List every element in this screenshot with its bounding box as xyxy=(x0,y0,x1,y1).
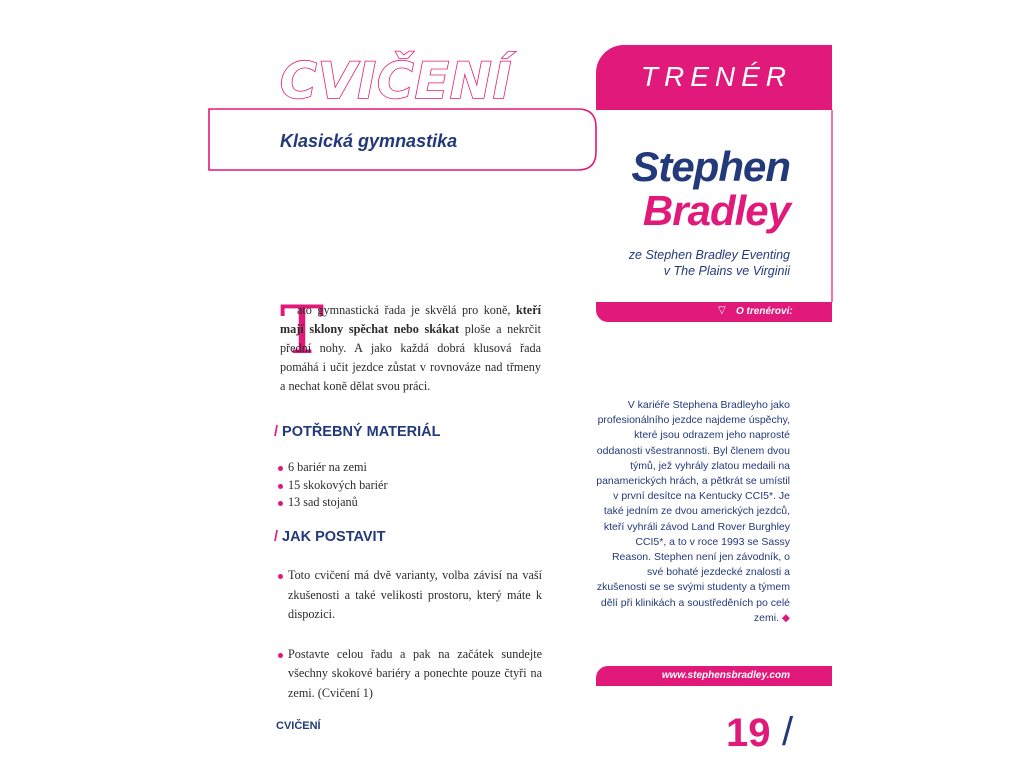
bullet-dot-icon xyxy=(278,466,283,471)
step-text: Toto cvičení má dvě varianty, volba závisí na vaší zkušenosti a také velikosti prostoru, který máte k dispozici. xyxy=(288,568,542,622)
trainer-bio-text: V kariéře Stephena Bradleyho jako profesionálního jezdce najdeme úspěchy, které jsou odrazem jeho naprosté oddanosti všestrannosti. Byl členem dvou týmů, jež vyhrály zlatou medaili na panamerických hrách, a pětkrát se umístil v první desítce na Kentucky CCI5*. Je také jedním ze dvou amerických jezdců, kteří vyhráli závod Land Rover Burghley CCI5*, a to v roce 1993 se Sassy Reason. Stephen není jen závodník, o své bohaté jezdecké znalosti a zkušenosti se se svými studenty a týmem dělí při klinikách a soustředěních po celé zemi. xyxy=(596,399,790,624)
section-title: CVIČENÍ xyxy=(280,52,513,110)
trainer-org-line-2: v The Plains ve Virginii xyxy=(663,264,790,278)
list-item xyxy=(278,459,542,477)
trainer-website-link[interactable]: www.stephensbradley.com xyxy=(661,670,790,681)
materials-heading-text: POTŘEBNÝ MATERIÁL xyxy=(282,424,441,440)
page-number: 19 xyxy=(726,711,771,755)
trainer-label: TRENÉR xyxy=(640,61,792,92)
intro-text-bold: kteří mají sklony spěchat nebo skákat xyxy=(280,303,541,336)
materials-heading xyxy=(274,424,440,440)
intro-paragraph xyxy=(280,301,541,396)
list-item xyxy=(278,477,542,495)
trainer-first-name: Stephen xyxy=(631,143,790,190)
list-item xyxy=(278,645,542,704)
diamond-end-icon: ◆ xyxy=(781,611,790,624)
materials-list xyxy=(278,459,542,512)
trainer-bio xyxy=(596,398,790,626)
about-trainer-label: O trenérovi: xyxy=(736,306,793,317)
bullet-dot-icon xyxy=(278,653,283,658)
footer-section-label: CVIČENÍ xyxy=(276,720,321,732)
material-item-text: 13 sad stojanů xyxy=(288,495,358,510)
about-trainer-bar xyxy=(596,302,832,322)
build-steps-list xyxy=(278,566,542,724)
trainer-organization xyxy=(550,247,790,279)
intro-text-part-1: ato gymnastická řada je skvělá pro koně, xyxy=(297,303,516,317)
triangle-down-icon: ▽ xyxy=(718,305,726,316)
material-item-text: 15 skokových bariér xyxy=(288,477,388,492)
slash-mark-icon: / xyxy=(274,424,279,440)
drop-cap: T xyxy=(280,292,325,369)
build-heading xyxy=(274,529,385,545)
article-subtitle: Klasická gymnastika xyxy=(280,131,458,151)
trainer-banner xyxy=(596,45,832,110)
step-text: Postavte celou řadu a pak na začátek sundejte všechny skokové bariéry a ponechte pouze čtyři na zemi. (Cvičení 1) xyxy=(288,646,542,700)
page-slash-mark: / xyxy=(782,710,794,754)
bullet-dot-icon xyxy=(278,574,283,579)
intro-text-part-2: ploše a nekrčit přední nohy. A jako každá dobrá klusová řada pomáhá i učit jezdce zůstat v rovnováze nad třmeny a nechat koně dělat svou práci. xyxy=(280,322,541,393)
list-item xyxy=(278,566,542,625)
bullet-dot-icon xyxy=(278,501,283,506)
material-item-text: 6 bariér na zemi xyxy=(288,460,367,474)
bullet-dot-icon xyxy=(278,484,283,489)
list-item xyxy=(278,494,542,512)
trainer-org-line-1: ze Stephen Bradley Eventing xyxy=(628,248,790,262)
slash-mark-icon: / xyxy=(274,529,279,545)
trainer-last-name: Bradley xyxy=(642,187,790,234)
build-heading-text: JAK POSTAVIT xyxy=(282,529,386,545)
